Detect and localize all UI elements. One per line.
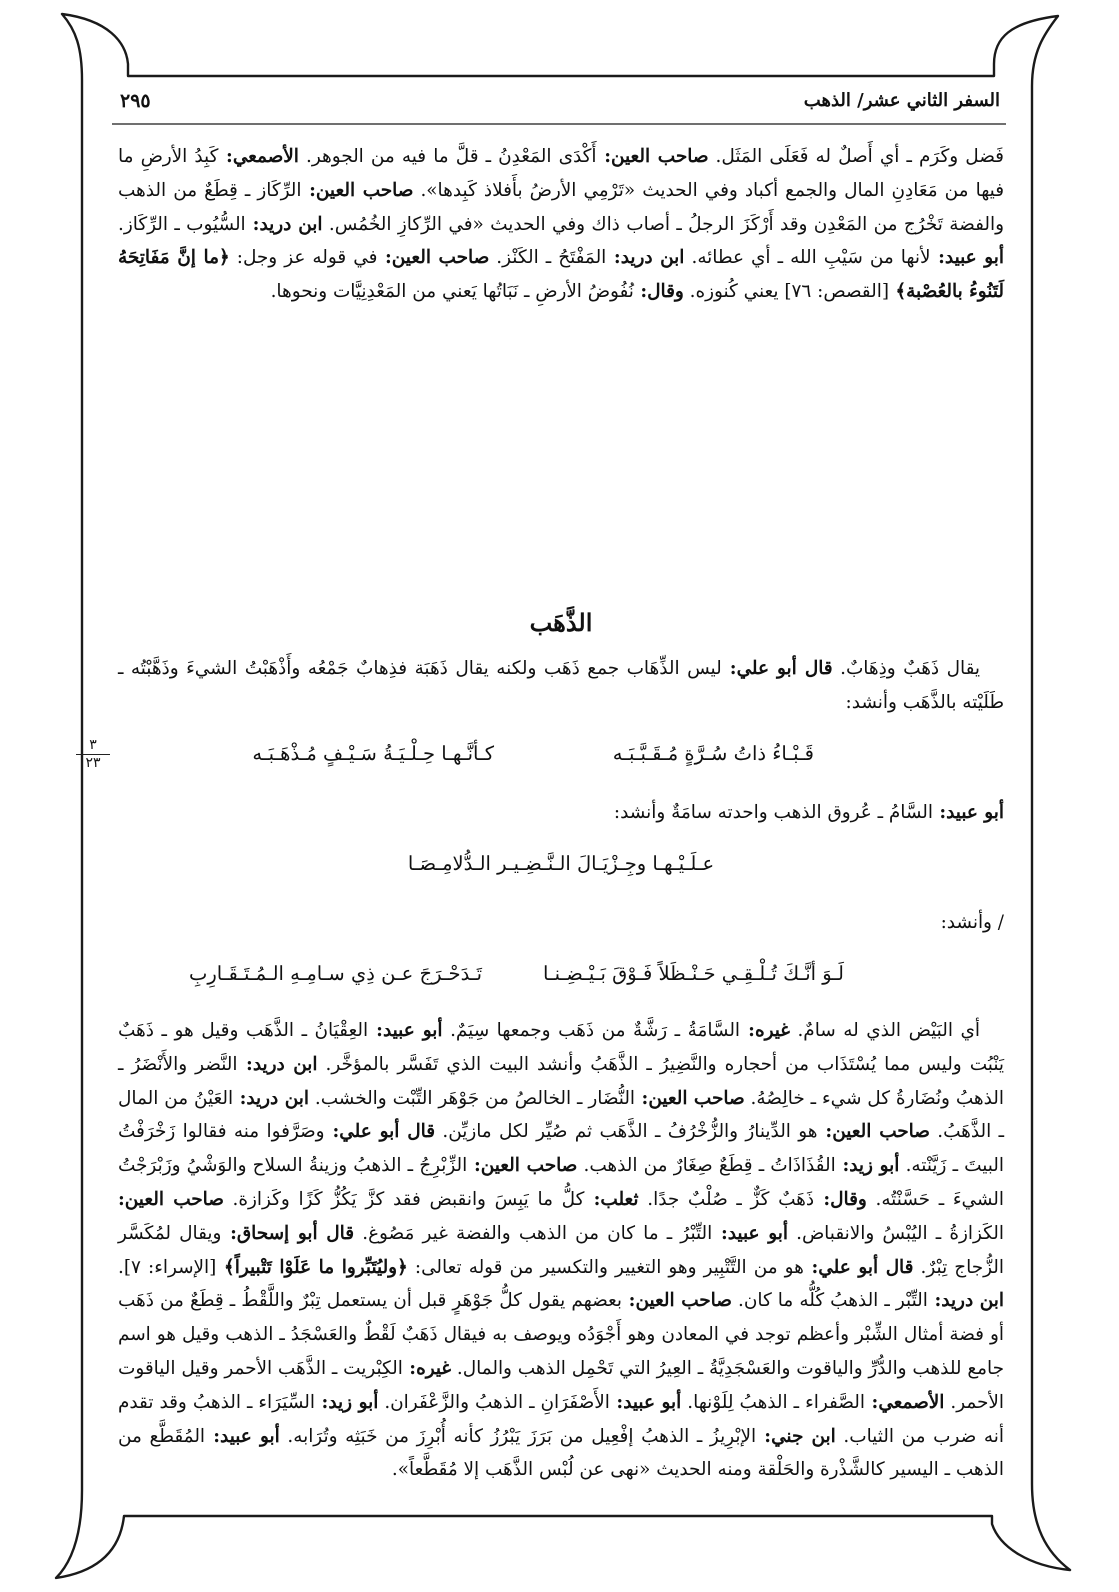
verse-3-second-hemistich: تَـدَحْـرَجَ عـن ذِي سـامِـهِ الـمُـتَـقَـارِبِ — [189, 962, 482, 985]
bold-run: صاحب العين: — [467, 1155, 578, 1177]
anshad-block — [118, 906, 1004, 940]
bold-run: صاحب العين: — [817, 1121, 930, 1143]
text-run: [الإسراء: ٧]. — [118, 1256, 217, 1278]
verse-2 — [118, 852, 1004, 886]
bold-run: غيره: — [402, 1357, 452, 1379]
bold-run: ابن دريد: — [237, 1053, 318, 1075]
text-run: لأنها من سَيْبِ الله ـ أي عطائه. — [684, 247, 931, 269]
text-run: يقال ذَهَبٌ وذِهَابٌ. — [832, 658, 981, 679]
bold-run: وقال: — [814, 1188, 867, 1210]
bold-run: الأصمعي: — [218, 146, 299, 167]
bold-run: الأصمعي: — [864, 1391, 945, 1413]
text-run: النَّضر والأَنْضَرُ ـ الذهبُ ونُضَارةُ كل شيء ـ خالِصُهُ. — [118, 1053, 1004, 1109]
verse-3 — [118, 962, 1004, 996]
text-run: ليس الذِّهَاب جمع ذَهَب ولكنه يقال ذَهَبَة فذِهابٌ جَمْعُه وأَذْهَبْتُ الشيءَ وذَهَّبْتُه ـ طَلَيْته بالذَّهَب وأنشد: — [118, 658, 1004, 713]
main-section — [118, 1014, 1004, 1487]
text-run: الرِّكَاز ـ قِطَعٌ من الذهب والفضة تَخْرُج من المَعْدِن وقد أَرْكَزَ الرجلُ ـ أصاب ذاك وفي الحديث «في الرِّكازِ الخُمُس. — [118, 179, 1005, 235]
bold-run: صاحب العين: — [635, 1087, 745, 1109]
wa-anshad-line: / وأنشد: — [940, 912, 1004, 933]
text-run: المُقَطَّع من الذهب ـ اليسير كالشَّذْرة والحَلْقة ومنه الحديث «نهى عن لُبْس الذَّهَب إلا مُقَطَّعاً». — [118, 1425, 1004, 1481]
bold-run: صاحب العين: — [596, 146, 709, 167]
text-run: في قوله عز وجل: — [229, 247, 378, 269]
running-head — [120, 88, 1000, 122]
bold-run: ابن دريد: — [927, 1290, 1005, 1312]
bold-run: أبو عبيد: — [712, 1222, 788, 1244]
text-run: الكِبْريت ـ الذَّهَب الأحمر وقيل الياقوت الأحمر. — [118, 1357, 1004, 1413]
text-run: بعضهم يقول كلُّ جَوْهَرٍ قبل أن يستعمل تِبْرٌ واللَّقْطُ ـ قِطَعٌ من ذَهَب أو فضة أمثال الشِّبْر وأعظم توجد في المعادن وهو أَجْوَدُه ويوصف به فيقال ذَهَبٌ لَقْطٌ والعَسْجَدُ ـ الذهب وقيل هو اسم جامع للذهب والدُّرِّ والياقوت والعَسْجَدِيَّةُ ـ العِيرُ التي تَحْمِل الذهب والمال. — [118, 1290, 1004, 1379]
text-run: العِقْيَانُ ـ الذَّهَب وقيل هو ـ ذَهَبٌ يَنْبُت وليس مما يُسْتَذَاب من أحجاره والنَّضِيرُ ـ الذَّهَبُ وأنشد البيت الذي تَفَسَّر بالمؤخَّر. — [118, 1020, 1004, 1075]
bold-run: قال أبو علي: — [803, 1256, 914, 1278]
verse-1-first-hemistich: قَـبْـاءُ ذاتُ سُـرَّةٍ مُـقَـبَّـبَـه — [612, 742, 814, 765]
text-run: الزِّبْرِجُ ـ الذهبُ وزينةُ السلاح والوَشْيُ وزَبْرَجْتُ الشيءَ ـ حَسَّنْتُه. — [118, 1155, 1004, 1210]
main-paragraph — [118, 1014, 1004, 1487]
bold-run: قال أبو علي: — [324, 1121, 435, 1143]
text-run: السَّامَةُ ـ رَشَّةٌ من ذَهَب وجمعها سِيَمٌ. — [442, 1020, 741, 1041]
verse-1 — [118, 742, 1004, 776]
bold-run: ابن دريد: — [606, 247, 685, 269]
text-run: القُذَاذَاتُ ـ قِطَعٌ صِغَارٌ من الذهب. — [577, 1155, 836, 1177]
bold-run: صاحب العين: — [301, 179, 414, 201]
page-number: ٢٩٥ — [120, 90, 151, 112]
intro-block — [118, 652, 1004, 720]
bold-run: أبو عبيد: — [930, 247, 1004, 269]
margin-note — [76, 737, 110, 771]
text-run: العَيْنُ من المال ـ الذَّهَبُ. — [118, 1087, 1004, 1143]
bold-run: صاحب العين: — [622, 1290, 732, 1312]
bold-run: قال أبو علي: — [721, 658, 833, 679]
bold-run: ابن جني: — [756, 1425, 836, 1447]
verse-2-text: عـلَـيْـهـا وجِـزْيَـالَ الـنَّـضِـيـر الـدُّلامِـصَـا — [407, 852, 715, 875]
margin-note-denominator: ٢٣ — [85, 755, 101, 771]
text-run: المَفْتَحُ ـ الكَنْز. — [489, 247, 607, 269]
text-run: كَبِدُ الأرضِ ما فيها من مَعَادِنِ المال والجمع أكباد وفي الحديث «تَرْمِي الأرضُ بأَفلاذ كَبِدها». — [118, 146, 1005, 201]
text-run: الكَزازةُ ـ اليُبْسُ والانقباض. — [787, 1222, 1004, 1244]
section-title: الذَّهَب — [529, 608, 593, 637]
bold-run: قال أبو إسحاق: — [221, 1222, 355, 1244]
bold-run: أبو عبيد: — [368, 1020, 443, 1041]
bold-run: أبو زيد: — [835, 1155, 900, 1177]
bold-run: ثعلب: — [584, 1188, 639, 1210]
top-paragraph — [118, 140, 1004, 309]
margin-note-numerator: ٣ — [76, 737, 110, 755]
bold-run: صاحب العين: — [118, 1188, 224, 1210]
text-run: نُفُوضُ الأرضِ ـ نَبَاتُها يَعني من المَعْدِنِيَّات ونحوها. — [270, 281, 634, 303]
abu-ubayd-block — [118, 796, 1004, 830]
text-run: السِّيَرَاء ـ الذهبُ وقد تقدم أنه ضرب من الثياب. — [118, 1391, 1004, 1447]
verse-3-first-hemistich: لَـوَ أنَّـكَ تُـلْـقِـي حَـنْـظَلاً فَـوْقَ بَـيْـضِـنـا — [543, 962, 844, 985]
bold-run: ﴿وليُتَبِّروا ما عَلَوْا تَتْبيراً﴾ — [216, 1256, 408, 1278]
bold-run: ابن دريد: — [233, 1087, 309, 1109]
bold-run: أبو زيد: — [314, 1391, 379, 1413]
text-run: فَضل وكَرَم ـ أي أَصلٌ له فَعَلَى المَثَل. — [708, 146, 1004, 167]
text-run: ذَهَبٌ كَزٌّ ـ صُلْبٌ جدًا. — [638, 1188, 815, 1210]
text-run: ويقال لمُكَسَّر الزُّجاج تِبْرٌ. — [118, 1222, 1004, 1278]
text-run: أي البَيْض الذي له سامٌ. — [789, 1020, 980, 1041]
bold-run: أبو عبيد: — [609, 1391, 682, 1413]
bold-run: ابن دريد: — [245, 213, 323, 235]
bold-run: غيره: — [740, 1020, 790, 1041]
text-run: الأَصْفَرَانِ ـ الذهبُ والزَّعْفَران. — [378, 1391, 610, 1413]
text-run: السَّامُ ـ عُروق الذهب واحدته سامَةٌ وأنشد: — [613, 802, 933, 823]
bold-run: أبو عبيد: — [205, 1425, 280, 1447]
text-run: [القصص: ٧٦] يعني كُنوزه. — [683, 281, 889, 303]
running-title: السفر الثاني عشر/ الذهب — [803, 90, 1000, 111]
text-run: هو من التَّتْبِير وهو التغيير والتكسير من قوله تعالى: — [407, 1256, 804, 1278]
intro-paragraph — [118, 652, 1004, 720]
text-run: التِّبْر ـ الذهبُ كُلُّه ما كان. — [731, 1290, 928, 1312]
text-run: الصَّفراء ـ الذهبُ لِلَوْنها. — [681, 1391, 865, 1413]
text-run: هو الدِّينارُ والزُّخْرُفُ ـ الذَّهَب ثم صُيِّر لكل مازيِّن. — [435, 1121, 818, 1143]
text-run: التِّبْرُ ـ ما كان من الذهب والفضة غير مَصُوغ. — [354, 1222, 713, 1244]
text-run: أَكْدَى المَعْدِنُ ـ قلَّ ما فيه من الجوهر. — [298, 146, 597, 167]
text-run: وصَرَّفوا منه فقالوا زَخْرَفْتُ البيتَ ـ زَيَّنْته. — [118, 1121, 1005, 1177]
text-run: الإبْرِيزُ ـ الذهبُ إفْعِيل من بَرَزَ يَبْرُزُ كأنه أُبْرِزَ من خَبَثِه وتُرَابه. — [279, 1425, 757, 1447]
bold-run: صاحب العين: — [377, 247, 490, 269]
top-section — [118, 140, 1004, 309]
text-run: النُّضَار ـ الخالصُ من جَوْهَر التِّبْت والخشب. — [308, 1087, 636, 1109]
text-run: كلُّ ما يَبِسَ وانقبض فقد كزَّ يَكُزُّ كَزًا وكَزازة. — [223, 1188, 585, 1210]
bold-run: أبو عبيد: — [932, 802, 1004, 823]
abu-ubayd-line — [118, 796, 1004, 830]
verse-1-second-hemistich: كـأنَّـهـا حِـلْـيَـةُ سَـيْـفٍ مُـذْهَـبَـه — [252, 742, 494, 765]
bold-run: ﴿ما إنَّ مَفَاتِحَهُ لَتَنُوءُ بالعُصْبة﴾ — [118, 247, 1004, 303]
bold-run: وقال: — [633, 281, 684, 303]
text-run: السُّيُوب ـ الرِّكَاز. — [118, 213, 246, 235]
